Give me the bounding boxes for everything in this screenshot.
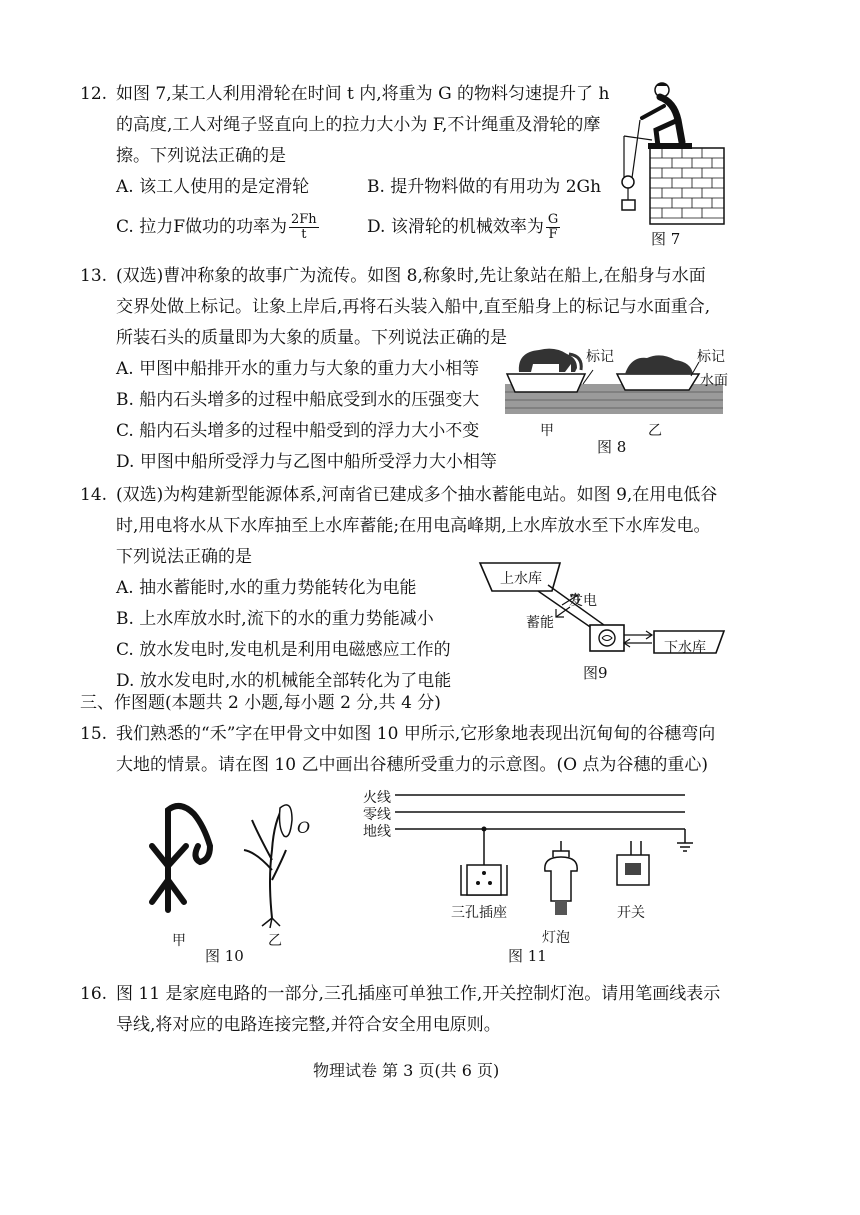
figure-8-mark-label-left: 标记 bbox=[586, 349, 614, 365]
q16-stem-line1: 图 11 是家庭电路的一部分,三孔插座可单独工作,开关控制灯泡。请用笔画线表示 bbox=[116, 984, 721, 1004]
q12-option-c-denominator: t bbox=[301, 227, 307, 242]
q12-option-a: A. 该工人使用的是定滑轮 bbox=[116, 177, 310, 197]
figure-8-caption: 图 8 bbox=[597, 438, 627, 456]
figure-10-illustration bbox=[140, 790, 320, 930]
q14-number: 14. bbox=[80, 485, 108, 505]
figure-7-caption: 图 7 bbox=[651, 230, 681, 248]
q14-option-d: D. 放水发电时,水的机械能全部转化为了电能 bbox=[116, 671, 452, 691]
q14-stem-line1: (双选)为构建新型能源体系,河南省已建成多个抽水蓄能电站。如图 9,在用电低谷 bbox=[116, 485, 718, 505]
q16-stem-line2: 导线,将对应的电路连接完整,并符合安全用电原则。 bbox=[116, 1015, 501, 1035]
figure-11-socket-label: 三孔插座 bbox=[451, 905, 507, 921]
figure-8-illustration bbox=[505, 342, 725, 422]
q14-option-b: B. 上水库放水时,流下的水的重力势能减小 bbox=[116, 609, 434, 629]
figure-10-caption: 图 10 bbox=[205, 947, 244, 965]
figure-10-label-jia: 甲 bbox=[172, 933, 186, 949]
q14-stem-line2: 时,用电将水从下水库抽至上水库蓄能;在用电高峰期,上水库放水至下水库发电。 bbox=[116, 516, 711, 536]
q13-option-c: C. 船内石头增多的过程中船受到的浮力大小不变 bbox=[116, 421, 480, 441]
figure-9-caption: 图9 bbox=[583, 664, 608, 682]
figure-11-illustration bbox=[395, 785, 705, 935]
q12-option-d bbox=[367, 213, 562, 242]
q14-option-c: C. 放水发电时,发电机是利用电磁感应工作的 bbox=[116, 640, 451, 660]
q12-option-b: B. 提升物料做的有用功为 2Gh bbox=[367, 177, 602, 197]
figure-8-mark-label-right: 标记 bbox=[697, 349, 725, 365]
figure-8-water-surface-label: 水面 bbox=[700, 373, 728, 389]
q12-stem-line2: 的高度,工人对绳子竖直向上的拉力大小为 F,不计绳重及滑轮的摩 bbox=[116, 115, 601, 135]
figure-11-neutral-label: 零线 bbox=[363, 807, 391, 823]
figure-8-label-yi: 乙 bbox=[648, 423, 662, 439]
figure-9-generate-label: 发电 bbox=[569, 593, 597, 609]
figure-9-storage-label: 蓄能 bbox=[526, 615, 554, 631]
q16-number: 16. bbox=[80, 984, 108, 1004]
q12-option-c-numerator: 2Fh bbox=[291, 212, 317, 227]
q15-stem-line2: 大地的情景。请在图 10 乙中画出谷穗所受重力的示意图。(O 点为谷穗的重心) bbox=[116, 755, 709, 775]
q12-number: 12. bbox=[80, 84, 108, 104]
figure-9-upper-reservoir-label: 上水库 bbox=[500, 571, 542, 587]
figure-8-label-jia: 甲 bbox=[540, 423, 554, 439]
figure-10-label-yi: 乙 bbox=[268, 933, 282, 949]
q12-option-d-denominator: F bbox=[548, 227, 558, 242]
q12-option-c-text: C. 拉力F做功的功率为 bbox=[116, 217, 288, 237]
q13-number: 13. bbox=[80, 266, 108, 286]
q13-stem-line1: (双选)曹冲称象的故事广为流传。如图 8,称象时,先让象站在船上,在船身与水面 bbox=[116, 266, 706, 286]
section-3-heading: 三、作图题(本题共 2 小题,每小题 2 分,共 4 分) bbox=[80, 693, 441, 713]
figure-11-switch-label: 开关 bbox=[617, 905, 645, 921]
figure-7-illustration bbox=[612, 80, 732, 230]
figure-9-lower-reservoir-label: 下水库 bbox=[664, 640, 706, 656]
q13-stem-line3: 所装石头的质量即为大象的质量。下列说法正确的是 bbox=[116, 328, 507, 348]
figure-10-center-of-gravity-label: O bbox=[297, 818, 311, 837]
q15-stem-line1: 我们熟悉的“禾”字在甲骨文中如图 10 甲所示,它形象地表现出沉甸甸的谷穗弯向 bbox=[116, 724, 716, 744]
q12-option-c-fraction bbox=[289, 213, 319, 242]
figure-11-live-label: 火线 bbox=[363, 790, 391, 806]
q15-number: 15. bbox=[80, 724, 108, 744]
q13-stem-line2: 交界处做上标记。让象上岸后,再将石头装入船中,直至船身上的标记与水面重合, bbox=[116, 297, 711, 317]
q13-option-a: A. 甲图中船排开水的重力与大象的重力大小相等 bbox=[116, 359, 480, 379]
q13-option-b: B. 船内石头增多的过程中船底受到水的压强变大 bbox=[116, 390, 480, 410]
q12-option-d-fraction bbox=[546, 213, 560, 242]
q12-stem-line1: 如图 7,某工人利用滑轮在时间 t 内,将重为 G 的物料匀速提升了 h bbox=[116, 84, 610, 104]
figure-11-ground-label: 地线 bbox=[363, 824, 391, 840]
q12-option-d-numerator: G bbox=[547, 212, 559, 227]
q14-stem-line3: 下列说法正确的是 bbox=[116, 547, 252, 567]
q12-option-d-text: D. 该滑轮的机械效率为 bbox=[367, 217, 544, 237]
three-hole-socket bbox=[467, 865, 501, 895]
q12-stem-line3: 擦。下列说法正确的是 bbox=[116, 146, 286, 166]
q13-option-d: D. 甲图中船所受浮力与乙图中船所受浮力大小相等 bbox=[116, 452, 497, 472]
q14-option-a: A. 抽水蓄能时,水的重力势能转化为电能 bbox=[116, 578, 417, 598]
q12-option-c bbox=[116, 213, 321, 242]
page-footer: 物理试卷 第 3 页(共 6 页) bbox=[313, 1061, 500, 1080]
figure-11-caption: 图 11 bbox=[508, 947, 547, 965]
light-bulb bbox=[545, 857, 577, 901]
figure-11-bulb-label: 灯泡 bbox=[542, 930, 570, 946]
